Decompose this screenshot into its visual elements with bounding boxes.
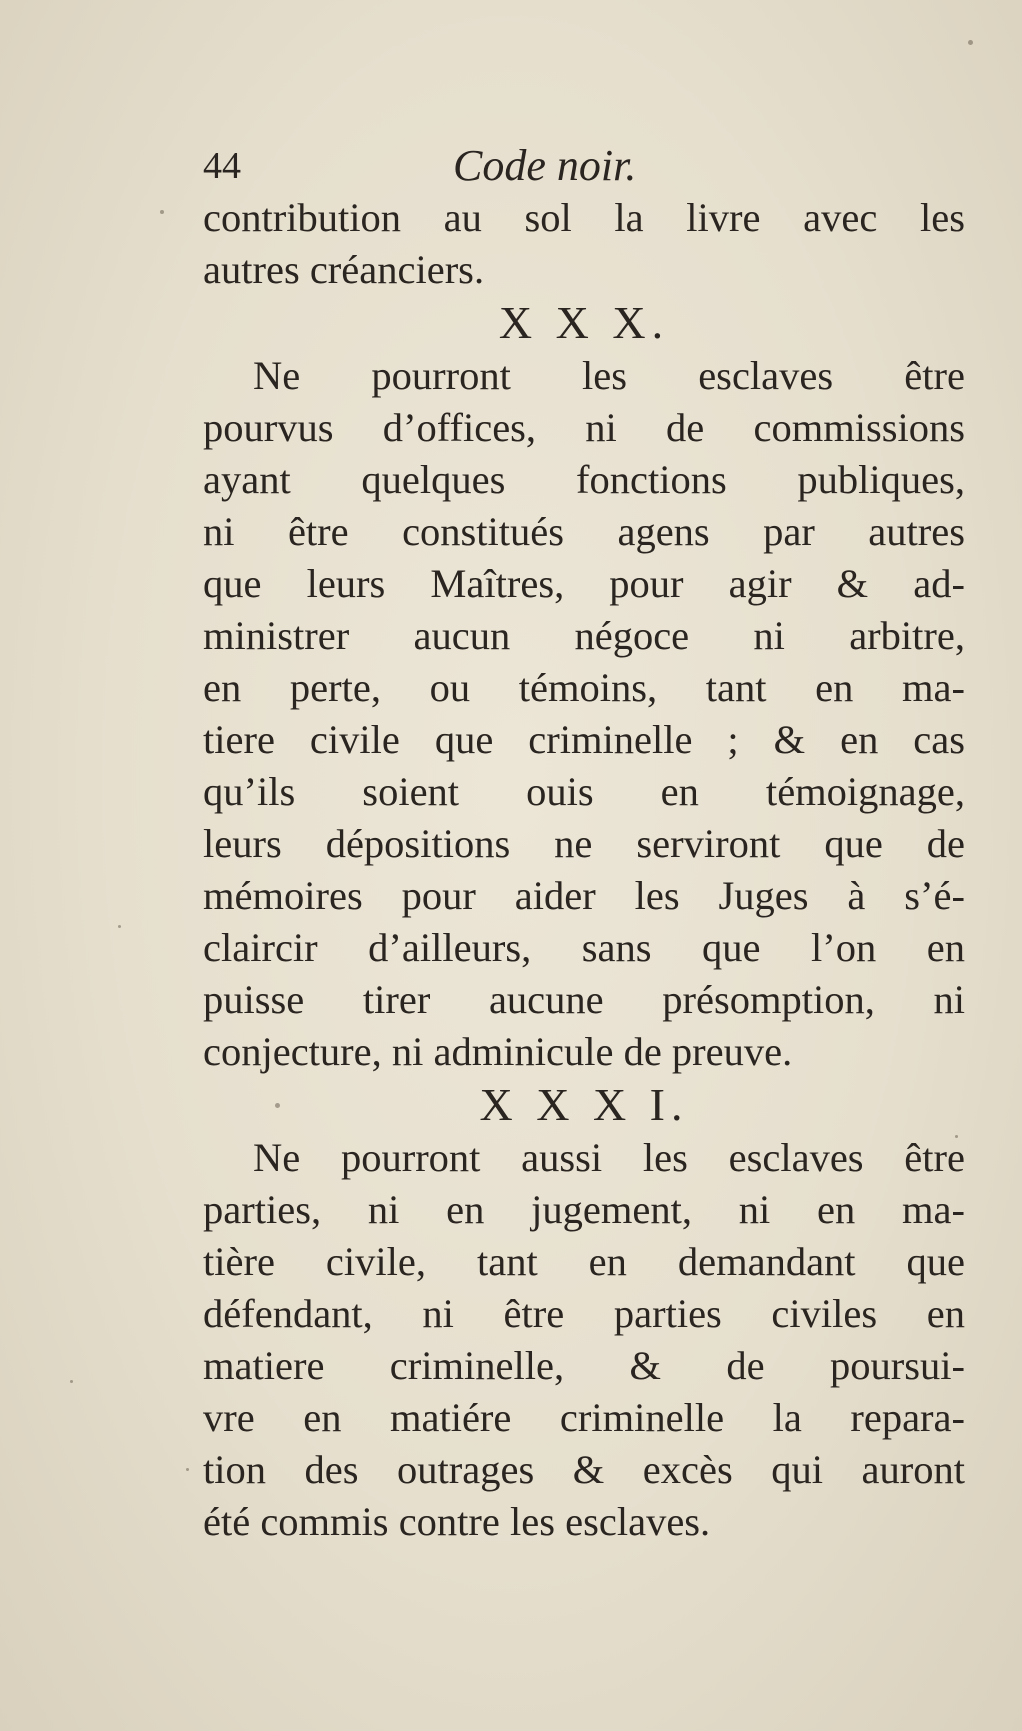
text-line: ayant quelques fonctions publiques, <box>203 457 965 502</box>
text-line: leurs dépositions ne serviront que de <box>203 821 965 866</box>
text-line: tiere civile que criminelle ; & en cas <box>203 717 965 762</box>
paper-speck <box>160 210 164 214</box>
text-line: Ne pourront les esclaves être <box>253 353 965 398</box>
page-text <box>203 140 965 1548</box>
paper-speck <box>118 925 121 928</box>
text-line: vre en matiére criminelle la repara- <box>203 1395 965 1440</box>
text-line: tière civile, tant en demandant que <box>203 1239 965 1284</box>
text-line: claircir d’ailleurs, sans que l’on en <box>203 925 965 970</box>
text-line: mémoires pour aider les Juges à s’é- <box>203 873 965 918</box>
text-line: qu’ils soient ouis en témoignage, <box>203 769 965 814</box>
article-heading: X X X. <box>498 297 670 348</box>
paper-speck <box>186 1468 189 1471</box>
article-heading: X X X I. <box>479 1079 689 1130</box>
text-line: puisse tirer aucune présomption, ni <box>203 977 965 1022</box>
text-line: tion des outrages & excès qui auront <box>203 1447 965 1492</box>
text-line: contribution au sol la livre avec les <box>203 195 965 240</box>
text-line: matiere criminelle, & de poursui- <box>203 1343 965 1388</box>
text-line: ministrer aucun négoce ni arbitre, <box>203 613 965 658</box>
text-line: Ne pourront aussi les esclaves être <box>253 1135 965 1180</box>
text-line: ni être constitués agens par autres <box>203 509 965 554</box>
text-line: pourvus d’offices, ni de commissions <box>203 405 965 450</box>
text-line: en perte, ou témoins, tant en ma- <box>203 665 965 710</box>
paper-speck <box>70 1380 73 1383</box>
text-line: défendant, ni être parties civiles en <box>203 1291 965 1336</box>
paper-speck <box>968 40 973 45</box>
text-line: parties, ni en jugement, ni en ma- <box>203 1187 965 1232</box>
text-line: conjecture, ni adminicule de preuve. <box>203 1029 793 1074</box>
page-number: 44 <box>203 145 241 187</box>
text-line: que leurs Maîtres, pour agir & ad- <box>203 561 965 606</box>
running-head <box>203 140 965 192</box>
running-title: Code noir. <box>453 141 637 190</box>
text-line: autres créanciers. <box>203 247 485 292</box>
text-line: été commis contre les esclaves. <box>203 1499 711 1544</box>
